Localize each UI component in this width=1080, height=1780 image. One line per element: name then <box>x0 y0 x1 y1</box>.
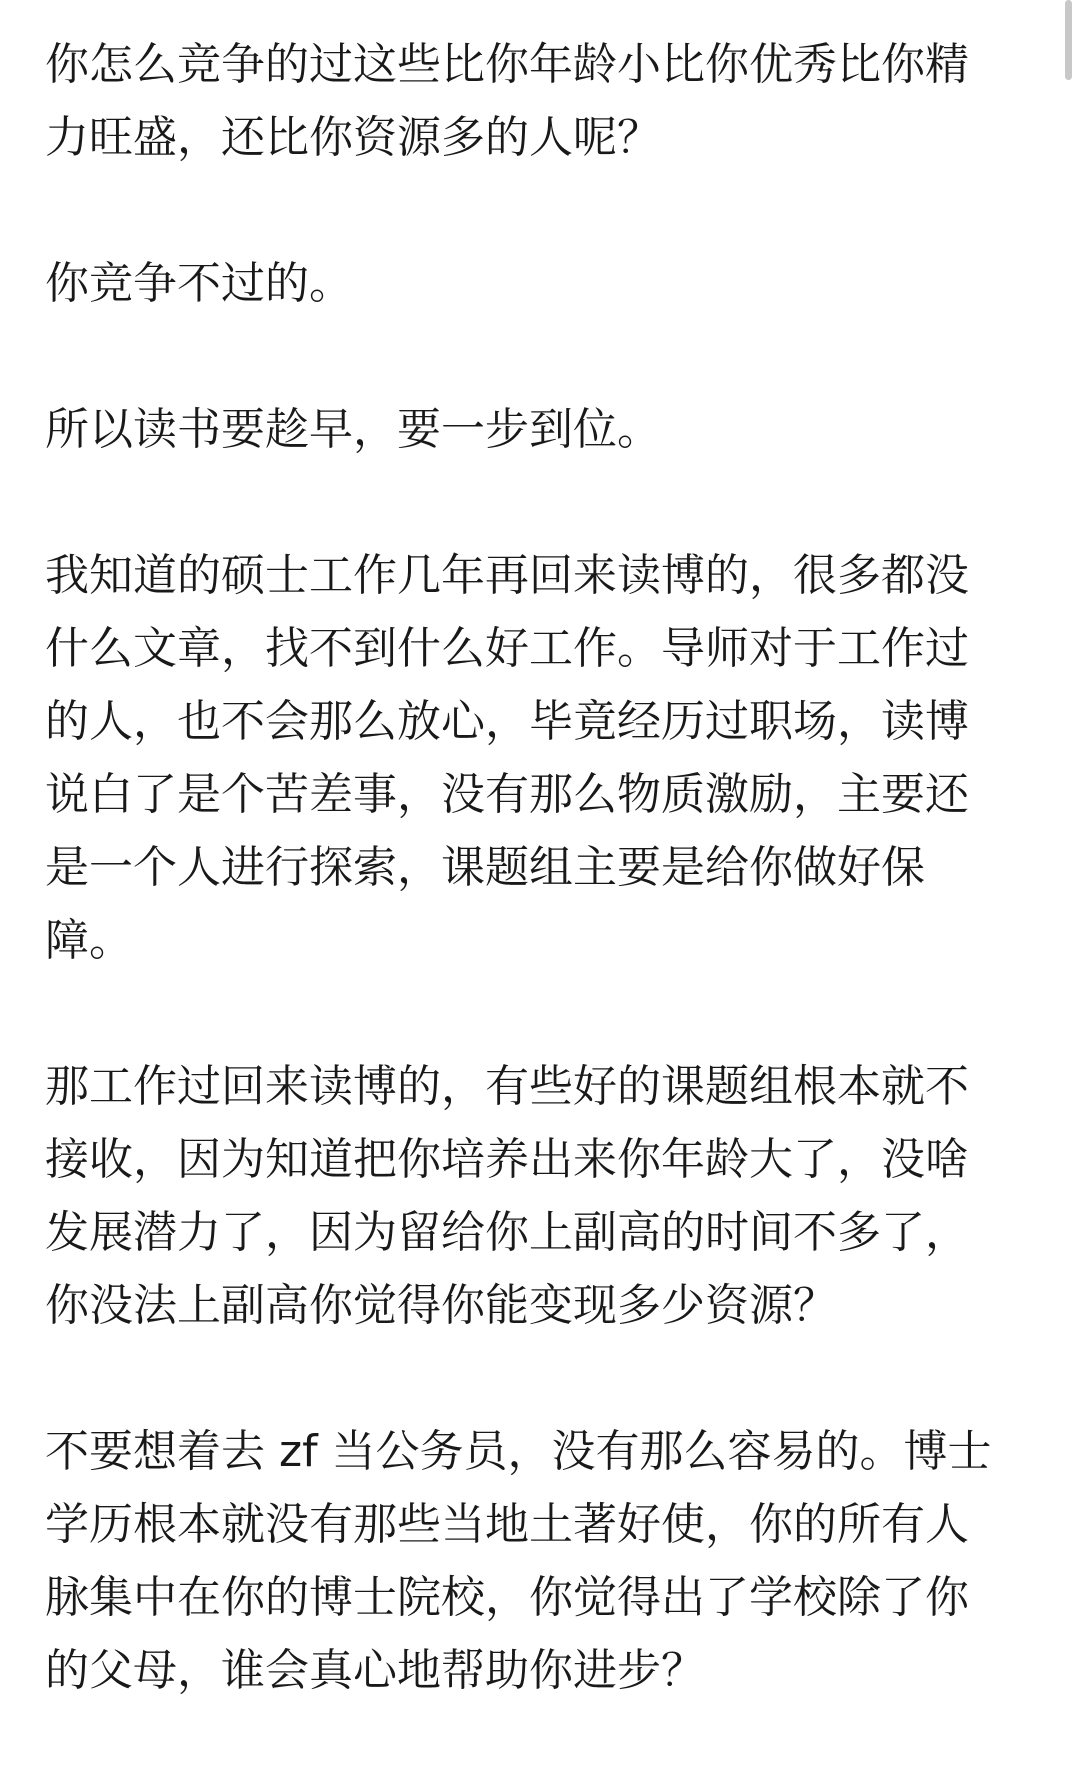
paragraph: 那工作过回来读博的，有些好的课题组根本就不 接收，因为知道把你培养出来你年龄大了，没啥 发展潜力了，因为留给你上副高的时间不多了， 你没法上副高你觉得你能变现多少资源？ <box>45 1061 969 1331</box>
article-body <box>45 28 1035 1780</box>
paragraph: 不要想着去 zf 当公务员，没有那么容易的。博士 学历根本就没有那些当地土著好使，你的所有人 脉集中在你的博士院校，你觉得出了学校除了你 的父母，谁会真心地帮助你进步？ <box>45 1426 992 1696</box>
scroll-indicator[interactable] <box>1065 0 1072 80</box>
paragraph: 你怎么竞争的过这些比你年龄小比你优秀比你精 力旺盛，还比你资源多的人呢？ <box>45 39 969 163</box>
paragraph: 所以读书要趁早，要一步到位。 <box>45 404 661 455</box>
paragraph: 你竞争不过的。 <box>45 258 353 309</box>
paragraph: 我知道的硕士工作几年再回来读博的，很多都没 什么文章，找不到什么好工作。导师对于工作过 的人，也不会那么放心，毕竟经历过职场，读博 说白了是个苦差事，没有那么物质激励，主要还 是一个人进行探索，课题组主要是给你做好保 障。 <box>45 550 969 966</box>
